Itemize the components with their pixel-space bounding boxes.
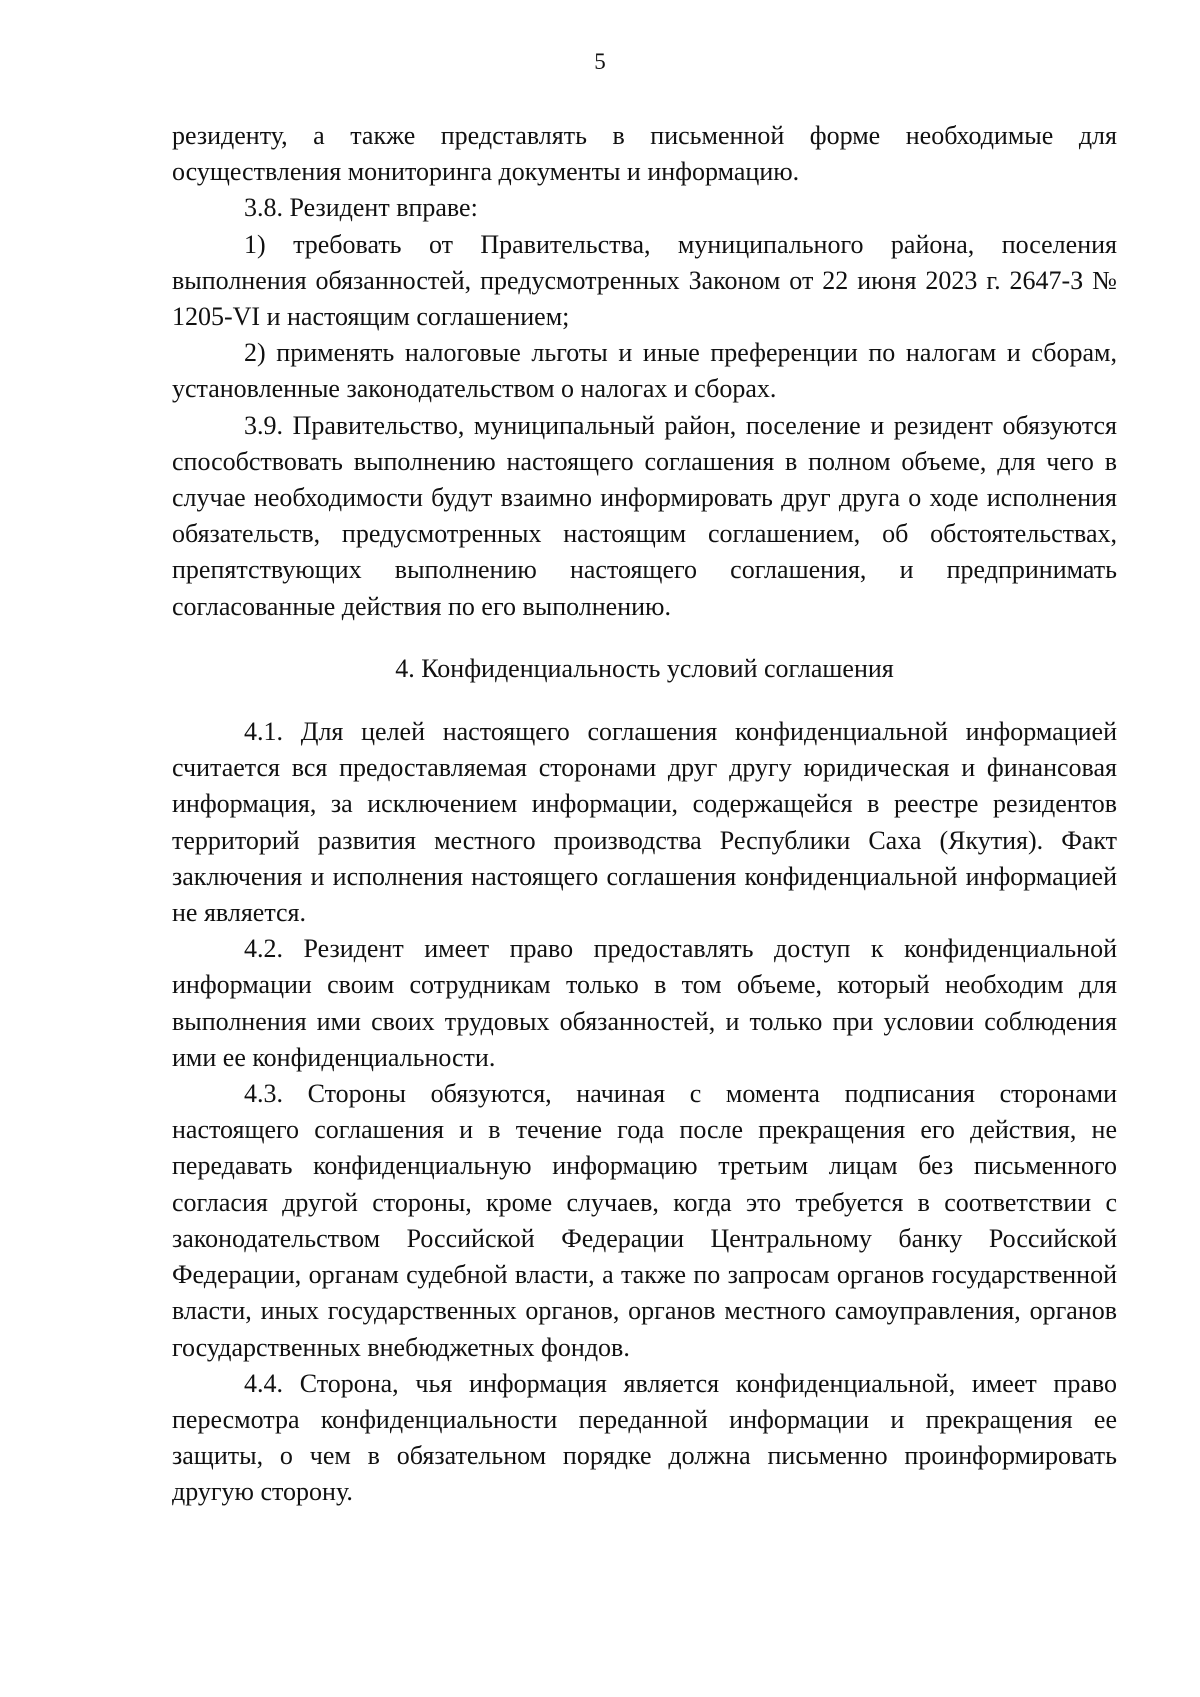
page-number: 5 xyxy=(594,49,606,74)
section-heading: 4. Конфиденциальность условий соглашения xyxy=(395,653,894,683)
paragraph-continuation: резиденту, а также представлять в письменной форме необходимые для осуществления мониторинга документы и информацию. xyxy=(172,121,1117,187)
paragraph-3-8-item-1: 1) требовать от Правительства, муниципального района, поселения выполнения обязанностей, предусмотренных Законом от 22 июня 2023 г. 2647-З № 1205-VI и настоящим соглашением; xyxy=(172,229,1117,332)
paragraph-3-9: 3.9. Правительство, муниципальный район, поселение и резидент обязуются способствовать выполнению настоящего соглашения в полном объеме, для чего в случае необходимости будут взаимно информировать друг друга о ходе исполнения обязательств, предусмотренных настоящим соглашением, об обстоятельствах, препятствующих выполнению настоящего соглашения, и предпринимать согласованные действия по его выполнению. xyxy=(172,410,1117,621)
document-body xyxy=(172,118,1117,1511)
paragraph-4-4: 4.4. Сторона, чья информация является конфиденциальной, имеет право пересмотра конфиденциальности переданной информации и прекращения ее защиты, о чем в обязательном порядке должна письменно проинформировать другую сторону. xyxy=(172,1368,1117,1507)
paragraph-4-1: 4.1. Для целей настоящего соглашения конфиденциальной информацией считается вся предоставляемая сторонами друг другу юридическая и финансовая информация, за исключением информации, содержащейся в реестре резидентов территорий развития местного производства Республики Саха (Якутия). Факт заключения и исполнения настоящего соглашения конфиденциальной информацией не является. xyxy=(172,717,1117,928)
paragraph-4-2: 4.2. Резидент имеет право предоставлять доступ к конфиденциальной информации своим сотрудникам только в том объеме, который необходим для выполнения ими своих трудовых обязанностей, и только при условии соблюдения ими ее конфиденциальности. xyxy=(172,934,1117,1072)
paragraph-3-8-item-2: 2) применять налоговые льготы и иные преференции по налогам и сборам, установленные законодательством о налогах и сборах. xyxy=(172,338,1117,404)
paragraph-3-8: 3.8. Резидент вправе: xyxy=(244,193,478,223)
paragraph-4-3: 4.3. Стороны обязуются, начиная с момента подписания сторонами настоящего соглашения и в течение года после прекращения его действия, не передавать конфиденциальную информацию третьим лицам без письменного согласия другой стороны, кроме случаев, когда это требуется в соответствии с законодательством Российской Федерации Центральному банку Российской Федерации, органам судебной власти, а также по запросам органов государственной власти, иных государственных органов, органов местного самоуправления, органов государственных внебюджетных фондов. xyxy=(172,1079,1117,1362)
